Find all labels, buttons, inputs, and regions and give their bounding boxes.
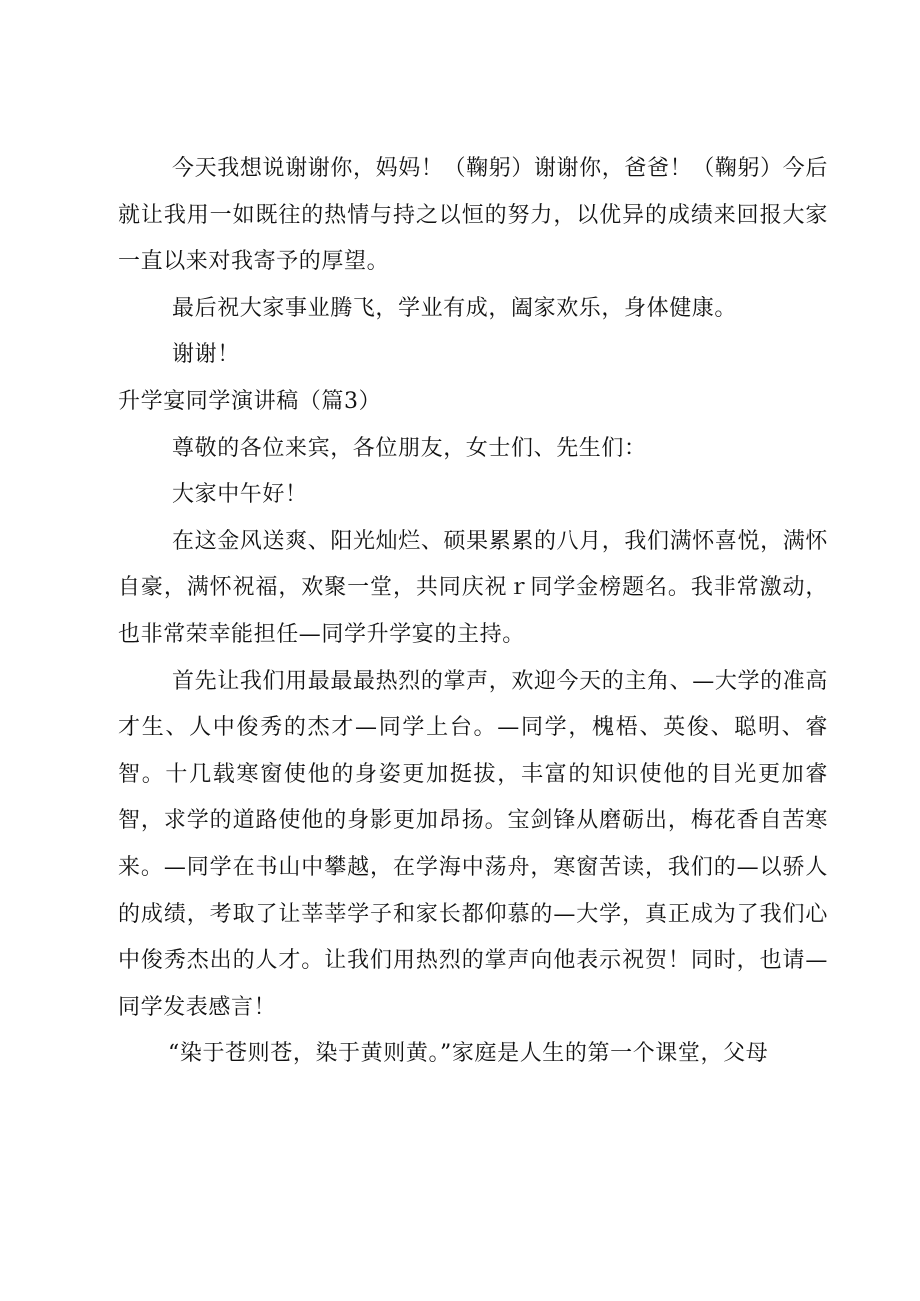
paragraph-thank-you: 谢谢！	[172, 342, 240, 368]
paragraph-salutation: 尊敬的各位来宾，各位朋友，女士们、先生们：	[172, 435, 647, 461]
paragraph-family-quote: “染于苍则苍，染于黄则黄。”家庭是人生的第一个课堂，父母	[168, 1041, 769, 1067]
paragraph-celebration: 在这金风送爽、阳光灿烂、硕果累累的八月，我们满怀喜悦，满怀自豪，满怀祝福，欢聚一堂，共同庆祝ｒ同学金榜题名。我非常激动，也非常荣幸能担任—同学升学宴的主持。	[118, 528, 828, 647]
paragraph-thanks-parents: 今天我想说谢谢你，妈妈！（鞠躬）谢谢你，爸爸！（鞠躬）今后就让我用一如既往的热情与持之以恒的努力，以优异的成绩来回报大家一直以来对我寄予的厚望。	[118, 156, 828, 275]
paragraph-closing-wishes: 最后祝大家事业腾飞，学业有成，阖家欢乐，身体健康。	[172, 295, 738, 321]
document-body	[118, 146, 828, 1078]
paragraph-introduction: 首先让我们用最最最热烈的掌声，欢迎今天的主角、—大学的准高才生、人中俊秀的杰才—同学上台。—同学，槐梧、英俊、聪明、睿智。十几载寒窗使他的身姿更加挺拔，丰富的知识使他的目光更加睿智，求学的道路使他的身影更加昂扬。宝剑锋从磨砺出，梅花香自苦寒来。—同学在书山中攀越，在学海中荡舟，寒窗苦读，我们的—以骄人的成绩，考取了让莘莘学子和家长都仰慕的—大学，真正成为了我们心中俊秀杰出的人才。让我们用热烈的掌声向他表示祝贺！同时，也请—同学发表感言！	[118, 668, 828, 1020]
section-title: 升学宴同学演讲稿（篇3）	[118, 388, 382, 414]
paragraph-greeting: 大家中午好！	[172, 482, 308, 508]
